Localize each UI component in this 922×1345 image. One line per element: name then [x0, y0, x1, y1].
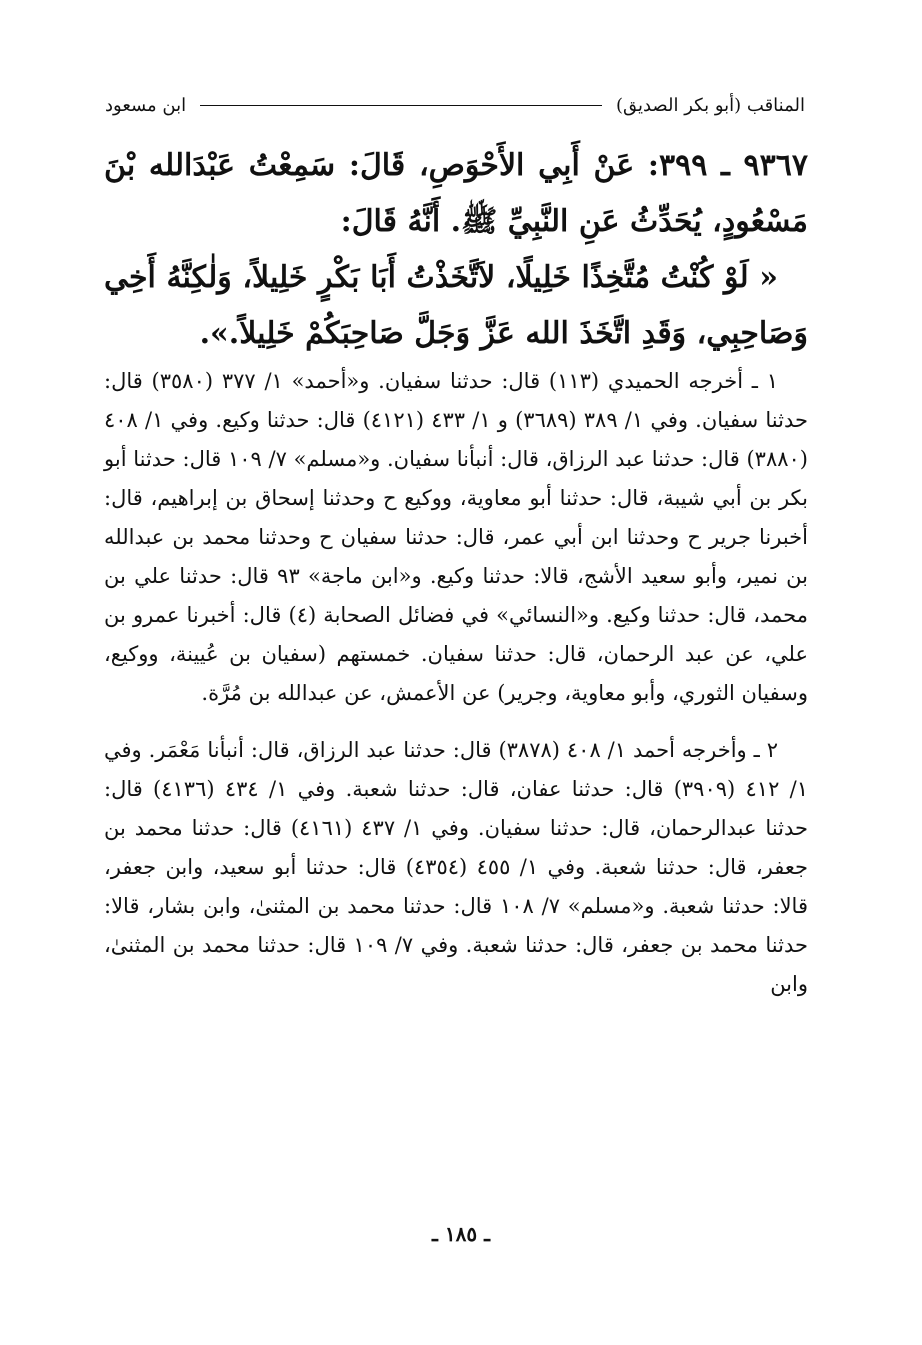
hadith-text — [104, 138, 808, 362]
hadith-isnad: ٩٣٦٧ ـ ٣٩٩: عَنْ أَبِي الأَحْوَصِ، قَالَ: سَمِعْتُ عَبْدَالله بْنَ مَسْعُودٍ، يُحَدِّثُ عَنِ النَّبِيِّ ﷺ. أَنَّهُ قَالَ: — [104, 148, 808, 239]
takhrij-notes — [104, 362, 808, 1004]
page-number: ـ ١٨٥ ـ — [432, 1222, 490, 1246]
header-rule — [200, 105, 602, 106]
note-1: ١ ـ أخرجه الحميدي (١١٣) قال: حدثنا سفيان. و«أحمد» ١/ ٣٧٧ (٣٥٨٠) قال: حدثنا سفيان. وفي ١/ ٣٨٩ (٣٦٨٩) و ١/ ٤٣٣ (٤١٢١) قال: حدثنا وكيع. وفي ١/ ٤٠٨ (٣٨٨٠) قال: حدثنا عبد الرزاق، قال: أنبأنا سفيان. و«مسلم» ٧/ ١٠٩ قال: حدثنا أبو بكر بن أبي شيبة، قال: حدثنا أبو معاوية، ووكيع ح وحدثنا إسحاق بن إبراهيم، قال: أخبرنا جرير ح وحدثنا ابن أبي عمر، قال: حدثنا سفيان ح وحدثنا محمد بن عبدالله بن نمير، وأبو سعيد الأشج، قالا: حدثنا وكيع. و«ابن ماجة» ٩٣ قال: حدثنا علي بن محمد، قال: حدثنا وكيع. و«النسائي» في فضائل الصحابة (٤) قال: أخبرنا عمرو بن علي، عن عبد الرحمان، قال: حدثنا سفيان. خمستهم (سفيان بن عُيينة، ووكيع، وسفيان الثوري، وأبو معاوية، وجرير) عن الأعمش، عن عبدالله بن مُرَّة. — [104, 369, 809, 705]
header-chapter-title: المناقب (أبو بكر الصديق) — [615, 94, 805, 116]
running-header — [105, 92, 805, 118]
header-narrator: ابن مسعود — [105, 94, 187, 116]
note-2: ٢ ـ وأخرجه أحمد ١/ ٤٠٨ (٣٨٧٨) قال: حدثنا عبد الرزاق، قال: أنبأنا مَعْمَر. وفي ١/ ٤١٢ (٣٩٠٩) قال: حدثنا عفان، قال: حدثنا شعبة. وفي ١/ ٤٣٤ (٤١٣٦) قال: حدثنا عبدالرحمان، قال: حدثنا سفيان. وفي ١/ ٤٣٧ (٤١٦١) قال: حدثنا محمد بن جعفر، قال: حدثنا شعبة. وفي ١/ ٤٥٥ (٤٣٥٤) قال: حدثنا أبو سعيد، وابن جعفر، قالا: حدثنا شعبة. و«مسلم» ٧/ ١٠٨ قال: حدثنا محمد بن المثنىٰ، وابن بشار، قالا: حدثنا محمد بن جعفر، قال: حدثنا شعبة. وفي ٧/ ١٠٩ قال: حدثنا محمد بن المثنىٰ، وابن — [104, 738, 808, 996]
hadith-matn: « لَوْ كُنْتُ مُتَّخِذًا خَلِيلًا، لاَتَّخَذْتُ أَبَا بَكْرٍ خَلِيلاً، وَلٰكِنَّهُ أَخِي وَصَاحِبِي، وَقَدِ اتَّخَذَ الله عَزَّ وَجَلَّ صَاحِبَكُمْ خَلِيلاً.». — [104, 260, 808, 351]
